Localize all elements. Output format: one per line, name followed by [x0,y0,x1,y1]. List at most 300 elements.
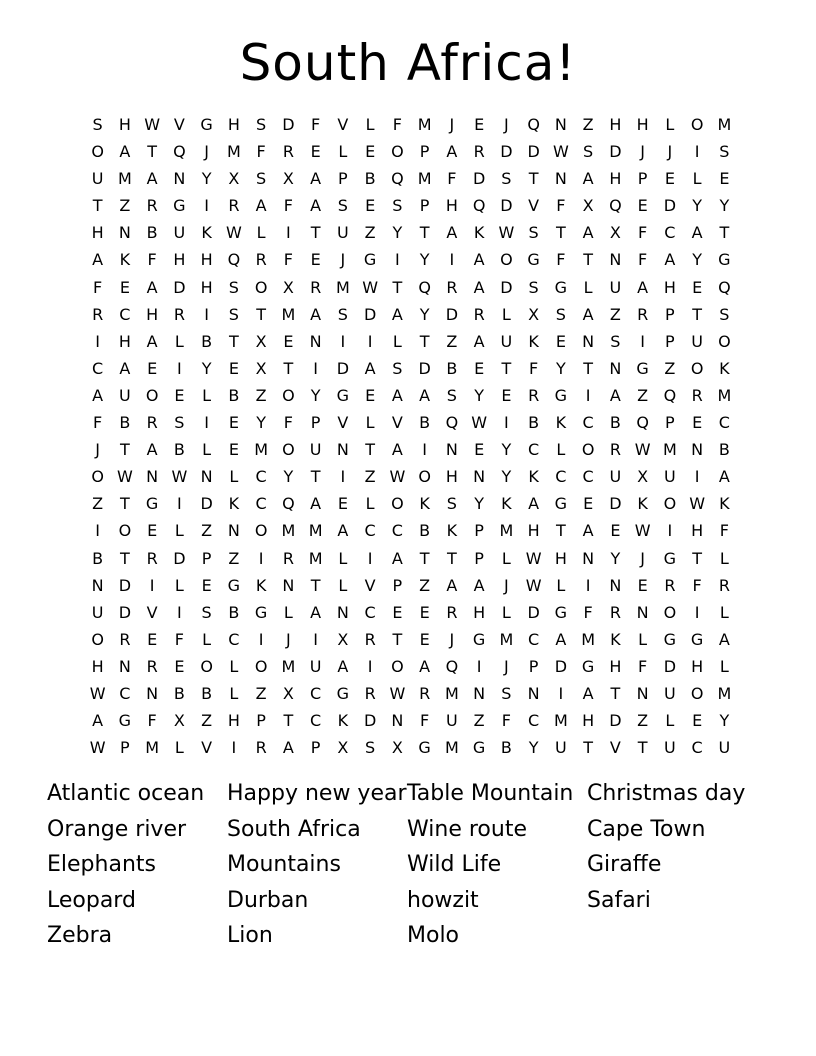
grid-letter[interactable]: Y [310,385,321,405]
grid-letter[interactable]: N [582,331,595,351]
grid-letter[interactable]: G [363,250,377,270]
grid-letter[interactable]: U [309,440,322,460]
grid-letter[interactable]: E [147,358,158,378]
grid-letter[interactable]: E [637,196,648,216]
grid-letter[interactable]: G [145,494,159,514]
grid-letter[interactable]: D [609,142,622,162]
grid-letter[interactable]: K [528,467,539,487]
grid-letter[interactable]: S [365,738,376,758]
grid-letter[interactable]: M [499,629,514,649]
grid-letter[interactable]: L [256,223,266,243]
grid-letter[interactable]: Z [364,223,376,243]
grid-letter[interactable]: R [446,277,458,297]
grid-letter[interactable]: A [119,358,131,378]
grid-letter[interactable]: B [92,548,104,568]
grid-letter[interactable]: X [528,304,540,324]
grid-letter[interactable]: C [255,494,267,514]
grid-letter[interactable]: Y [692,196,703,216]
grid-letter[interactable]: N [527,683,540,703]
grid-letter[interactable]: T [119,548,130,568]
grid-letter[interactable]: O [254,656,268,676]
grid-letter[interactable]: Q [527,115,540,134]
grid-letter[interactable]: S [501,169,512,189]
grid-letter[interactable]: R [473,304,485,324]
grid-letter[interactable]: T [119,494,130,514]
grid-letter[interactable]: W [525,575,542,595]
grid-letter[interactable]: C [582,413,594,433]
grid-letter[interactable]: E [228,413,239,433]
grid-letter[interactable]: T [501,358,512,378]
grid-letter[interactable]: H [609,656,622,676]
grid-letter[interactable]: A [446,142,458,162]
grid-letter[interactable]: A [446,223,458,243]
grid-letter[interactable]: S [228,304,239,324]
grid-letter[interactable]: A [255,196,267,216]
grid-letter[interactable]: A [282,738,294,758]
grid-letter[interactable]: I [313,358,318,378]
grid-letter[interactable]: L [501,304,511,324]
grid-letter[interactable]: E [228,440,239,460]
grid-letter[interactable]: E [610,521,621,541]
grid-letter[interactable]: O [391,656,404,676]
grid-letter[interactable]: A [310,304,322,324]
grid-letter[interactable]: A [718,467,730,487]
grid-letter[interactable]: Y [719,196,730,216]
grid-letter[interactable]: W [552,142,569,162]
grid-letter[interactable]: K [501,494,512,514]
grid-letter[interactable]: P [474,548,484,568]
grid-letter[interactable]: J [504,115,509,134]
grid-letter[interactable]: I [367,656,373,676]
grid-letter[interactable]: Z [419,575,431,595]
grid-letter[interactable]: M [226,142,241,162]
grid-letter[interactable]: N [227,521,240,541]
grid-letter[interactable]: V [337,413,349,433]
grid-letter[interactable]: T [583,738,594,758]
grid-letter[interactable]: F [501,711,511,731]
grid-letter[interactable]: R [664,575,676,595]
grid-letter[interactable]: Y [419,250,430,270]
grid-letter[interactable]: G [418,738,431,758]
grid-letter[interactable]: K [719,494,730,514]
grid-letter[interactable]: T [446,548,457,568]
grid-letter[interactable]: W [89,683,106,703]
grid-letter[interactable]: Z [119,196,131,216]
grid-letter[interactable]: H [173,250,186,270]
grid-letter[interactable]: A [337,656,349,676]
grid-letter[interactable]: A [92,250,104,270]
grid-letter[interactable]: O [145,385,159,405]
grid-letter[interactable]: W [389,683,406,703]
grid-letter[interactable]: E [474,358,485,378]
grid-letter[interactable]: D [445,304,459,324]
grid-letter[interactable]: U [91,169,104,189]
grid-letter[interactable]: M [145,738,160,758]
grid-letter[interactable]: O [418,467,431,487]
grid-letter[interactable]: H [636,115,649,134]
grid-letter[interactable]: J [504,656,509,676]
grid-letter[interactable]: L [665,711,675,731]
grid-letter[interactable]: L [583,277,593,297]
grid-letter[interactable]: A [446,575,458,595]
grid-letter[interactable]: E [692,711,703,731]
grid-letter[interactable]: I [422,440,427,460]
grid-letter[interactable]: O [91,629,104,649]
grid-letter[interactable]: I [258,629,264,649]
grid-letter[interactable]: W [634,440,651,460]
grid-letter[interactable]: W [171,467,188,487]
grid-letter[interactable]: Y [528,738,539,758]
grid-letter[interactable]: I [177,602,182,622]
grid-letter[interactable]: M [581,629,596,649]
grid-letter[interactable]: P [665,331,675,351]
grid-letter[interactable]: T [256,304,267,324]
grid-letter[interactable]: P [310,738,321,758]
grid-letter[interactable]: N [582,548,595,568]
grid-letter[interactable]: R [691,385,703,405]
grid-letter[interactable]: A [637,277,649,297]
grid-letter[interactable]: I [204,304,209,324]
grid-letter[interactable]: Y [719,711,730,731]
grid-letter[interactable]: K [119,250,131,270]
grid-letter[interactable]: K [201,223,212,243]
grid-letter[interactable]: I [558,683,564,703]
grid-letter[interactable]: U [555,738,567,758]
grid-letter[interactable]: F [638,223,648,243]
grid-letter[interactable]: W [362,277,379,297]
grid-letter[interactable]: K [719,358,730,378]
grid-letter[interactable]: O [254,521,268,541]
grid-letter[interactable]: D [336,358,350,378]
grid-letter[interactable]: N [691,440,704,460]
grid-letter[interactable]: R [446,602,458,622]
grid-letter[interactable]: N [609,575,622,595]
grid-letter[interactable]: W [634,521,651,541]
grid-letter[interactable]: T [228,331,239,351]
grid-letter[interactable]: E [474,115,485,134]
grid-letter[interactable]: Z [201,521,213,541]
grid-letter[interactable]: O [690,115,704,134]
grid-letter[interactable]: Y [283,467,294,487]
grid-letter[interactable]: H [473,602,486,622]
grid-letter[interactable]: F [283,250,293,270]
grid-letter[interactable]: O [282,385,295,405]
grid-letter[interactable]: A [92,711,104,731]
grid-letter[interactable]: N [336,602,349,622]
grid-letter[interactable]: L [719,548,729,568]
grid-letter[interactable]: Y [474,385,485,405]
grid-letter[interactable]: M [254,440,269,460]
grid-letter[interactable]: P [474,521,484,541]
grid-letter[interactable]: O [118,521,132,541]
grid-letter[interactable]: S [256,169,267,189]
grid-letter[interactable]: U [91,602,104,622]
grid-letter[interactable]: R [255,250,267,270]
grid-letter[interactable]: A [419,385,431,405]
grid-letter[interactable]: Z [637,385,649,405]
grid-letter[interactable]: U [664,683,676,703]
grid-letter[interactable]: A [310,494,322,514]
grid-letter[interactable]: N [200,467,213,487]
grid-letter[interactable]: L [501,548,511,568]
grid-letter[interactable]: E [201,575,212,595]
grid-letter[interactable]: N [473,467,486,487]
grid-letter[interactable]: O [391,142,404,162]
grid-letter[interactable]: N [146,467,159,487]
grid-letter[interactable]: I [585,385,591,405]
grid-letter[interactable]: H [554,548,567,568]
grid-letter[interactable]: G [554,277,568,297]
grid-letter[interactable]: D [663,196,677,216]
grid-letter[interactable]: D [500,196,513,216]
grid-letter[interactable]: N [391,711,404,731]
grid-letter[interactable]: D [500,142,513,162]
grid-letter[interactable]: I [95,331,100,351]
grid-letter[interactable]: L [719,602,729,622]
grid-letter[interactable]: Q [636,413,649,433]
grid-letter[interactable]: N [91,575,104,595]
grid-letter[interactable]: T [119,440,130,460]
grid-letter[interactable]: S [337,304,348,324]
grid-letter[interactable]: K [255,575,267,595]
grid-letter[interactable]: K [446,521,458,541]
grid-letter[interactable]: C [119,683,131,703]
grid-letter[interactable]: X [637,467,649,487]
grid-letter[interactable]: R [119,629,131,649]
grid-letter[interactable]: N [636,683,649,703]
grid-letter[interactable]: X [255,358,267,378]
grid-letter[interactable]: Y [692,250,703,270]
grid-letter[interactable]: J [504,575,509,595]
grid-letter[interactable]: C [255,467,267,487]
grid-letter[interactable]: R [228,196,240,216]
grid-letter[interactable]: G [118,711,132,731]
grid-letter[interactable]: S [555,304,566,324]
grid-letter[interactable]: L [556,575,566,595]
grid-letter[interactable]: E [392,602,403,622]
grid-letter[interactable]: P [419,142,430,162]
grid-letter[interactable]: T [637,738,648,758]
grid-letter[interactable]: G [554,385,568,405]
grid-letter[interactable]: T [692,304,703,324]
grid-letter[interactable]: U [309,656,322,676]
grid-letter[interactable]: E [664,169,675,189]
grid-letter[interactable]: H [91,223,104,243]
grid-letter[interactable]: F [638,656,648,676]
grid-letter[interactable]: L [556,440,566,460]
grid-letter[interactable]: D [527,602,540,622]
grid-letter[interactable]: Z [637,711,649,731]
grid-letter[interactable]: A [146,169,158,189]
grid-letter[interactable]: J [95,440,100,460]
grid-letter[interactable]: E [474,440,485,460]
grid-letter[interactable]: O [91,467,104,487]
grid-letter[interactable]: G [663,629,677,649]
grid-letter[interactable]: T [555,223,566,243]
grid-letter[interactable]: R [473,142,485,162]
grid-letter[interactable]: F [556,196,566,216]
grid-letter[interactable]: I [95,521,100,541]
grid-letter[interactable]: Q [418,277,431,297]
grid-letter[interactable]: H [445,196,458,216]
grid-letter[interactable]: A [555,629,567,649]
grid-letter[interactable]: O [663,494,677,514]
grid-letter[interactable]: C [691,738,703,758]
grid-letter[interactable]: O [581,440,595,460]
grid-letter[interactable]: L [174,738,184,758]
grid-letter[interactable]: C [664,223,676,243]
grid-letter[interactable]: W [89,738,106,758]
grid-letter[interactable]: O [254,277,268,297]
grid-letter[interactable]: K [473,223,485,243]
grid-letter[interactable]: H [227,711,240,731]
grid-letter[interactable]: Z [664,358,676,378]
grid-letter[interactable]: G [254,602,268,622]
grid-letter[interactable]: D [527,142,540,162]
grid-letter[interactable]: A [582,223,594,243]
grid-letter[interactable]: G [690,629,704,649]
grid-letter[interactable]: E [147,629,158,649]
grid-letter[interactable]: N [309,331,322,351]
grid-letter[interactable]: Y [610,548,621,568]
grid-letter[interactable]: R [609,440,621,460]
grid-letter[interactable]: A [582,169,594,189]
grid-letter[interactable]: T [92,196,103,216]
grid-letter[interactable]: A [310,196,322,216]
grid-letter[interactable]: D [363,711,377,731]
grid-letter[interactable]: A [391,440,403,460]
grid-letter[interactable]: G [472,629,486,649]
grid-letter[interactable]: E [119,277,130,297]
grid-letter[interactable]: B [609,413,621,433]
grid-letter[interactable]: H [200,250,213,270]
grid-letter[interactable]: P [256,711,266,731]
grid-letter[interactable]: W [471,413,488,433]
grid-letter[interactable]: E [228,358,239,378]
grid-letter[interactable]: L [174,331,184,351]
grid-letter[interactable]: M [281,521,296,541]
grid-letter[interactable]: Z [255,683,267,703]
grid-letter[interactable]: R [718,575,730,595]
grid-letter[interactable]: A [92,385,104,405]
grid-letter[interactable]: F [311,115,321,134]
grid-letter[interactable]: E [419,602,430,622]
grid-letter[interactable]: J [449,629,455,649]
grid-letter[interactable]: H [527,521,540,541]
grid-letter[interactable]: R [637,304,649,324]
grid-letter[interactable]: R [282,142,294,162]
grid-letter[interactable]: M [662,440,677,460]
grid-letter[interactable]: I [231,738,237,758]
grid-letter[interactable]: R [282,548,294,568]
grid-letter[interactable]: M [417,115,432,134]
grid-letter[interactable]: F [256,142,266,162]
grid-letter[interactable]: E [174,385,185,405]
grid-letter[interactable]: L [202,629,212,649]
grid-letter[interactable]: W [498,223,515,243]
grid-letter[interactable]: D [472,169,486,189]
grid-letter[interactable]: V [528,196,540,216]
grid-letter[interactable]: V [146,602,158,622]
grid-letter[interactable]: T [419,331,430,351]
grid-letter[interactable]: I [340,467,346,487]
grid-letter[interactable]: W [225,223,242,243]
grid-letter[interactable]: Q [391,169,404,189]
grid-letter[interactable]: C [364,602,376,622]
grid-letter[interactable]: E [365,196,376,216]
grid-letter[interactable]: N [554,169,567,189]
grid-letter[interactable]: J [286,629,291,649]
grid-letter[interactable]: L [719,656,729,676]
grid-letter[interactable]: A [473,250,485,270]
grid-letter[interactable]: L [202,440,212,460]
grid-letter[interactable]: S [256,115,267,134]
grid-letter[interactable]: H [691,521,704,541]
grid-letter[interactable]: A [473,575,485,595]
grid-letter[interactable]: A [473,331,485,351]
grid-letter[interactable]: U [691,331,703,351]
grid-letter[interactable]: Z [364,467,376,487]
grid-letter[interactable]: F [529,358,539,378]
grid-letter[interactable]: I [177,358,182,378]
grid-letter[interactable]: B [446,358,458,378]
grid-letter[interactable]: B [146,223,158,243]
grid-letter[interactable]: N [636,602,649,622]
grid-letter[interactable]: C [718,413,730,433]
grid-letter[interactable]: T [583,250,594,270]
grid-letter[interactable]: S [392,196,403,216]
grid-letter[interactable]: P [120,738,130,758]
grid-letter[interactable]: T [392,277,403,297]
grid-letter[interactable]: R [609,602,621,622]
grid-letter[interactable]: O [690,683,704,703]
grid-letter[interactable]: E [147,521,158,541]
grid-letter[interactable]: S [610,331,621,351]
grid-letter[interactable]: G [527,250,540,270]
grid-letter[interactable]: F [93,277,103,297]
grid-letter[interactable]: F [93,413,103,433]
grid-letter[interactable]: N [146,683,159,703]
grid-letter[interactable]: T [719,223,730,243]
grid-letter[interactable]: M [717,115,732,134]
grid-letter[interactable]: S [201,602,212,622]
grid-letter[interactable]: B [228,385,240,405]
grid-letter[interactable]: T [283,711,294,731]
grid-letter[interactable]: S [337,196,348,216]
grid-letter[interactable]: R [528,385,540,405]
grid-letter[interactable]: J [640,548,645,568]
grid-letter[interactable]: C [310,711,322,731]
grid-letter[interactable]: M [308,521,323,541]
grid-letter[interactable]: F [556,250,566,270]
grid-letter[interactable]: F [420,711,430,731]
grid-letter[interactable]: R [146,196,158,216]
grid-letter[interactable]: H [200,277,213,297]
grid-letter[interactable]: A [337,521,349,541]
grid-letter[interactable]: E [365,385,376,405]
grid-letter[interactable]: Y [201,169,212,189]
grid-letter[interactable]: N [336,440,349,460]
grid-letter[interactable]: X [228,169,240,189]
grid-letter[interactable]: I [694,142,700,162]
grid-letter[interactable]: B [119,413,131,433]
grid-letter[interactable]: F [283,413,293,433]
grid-letter[interactable]: D [173,548,186,568]
grid-letter[interactable]: L [229,656,239,676]
grid-letter[interactable]: Q [718,277,731,297]
grid-letter[interactable]: D [418,358,431,378]
grid-letter[interactable]: Y [555,358,566,378]
